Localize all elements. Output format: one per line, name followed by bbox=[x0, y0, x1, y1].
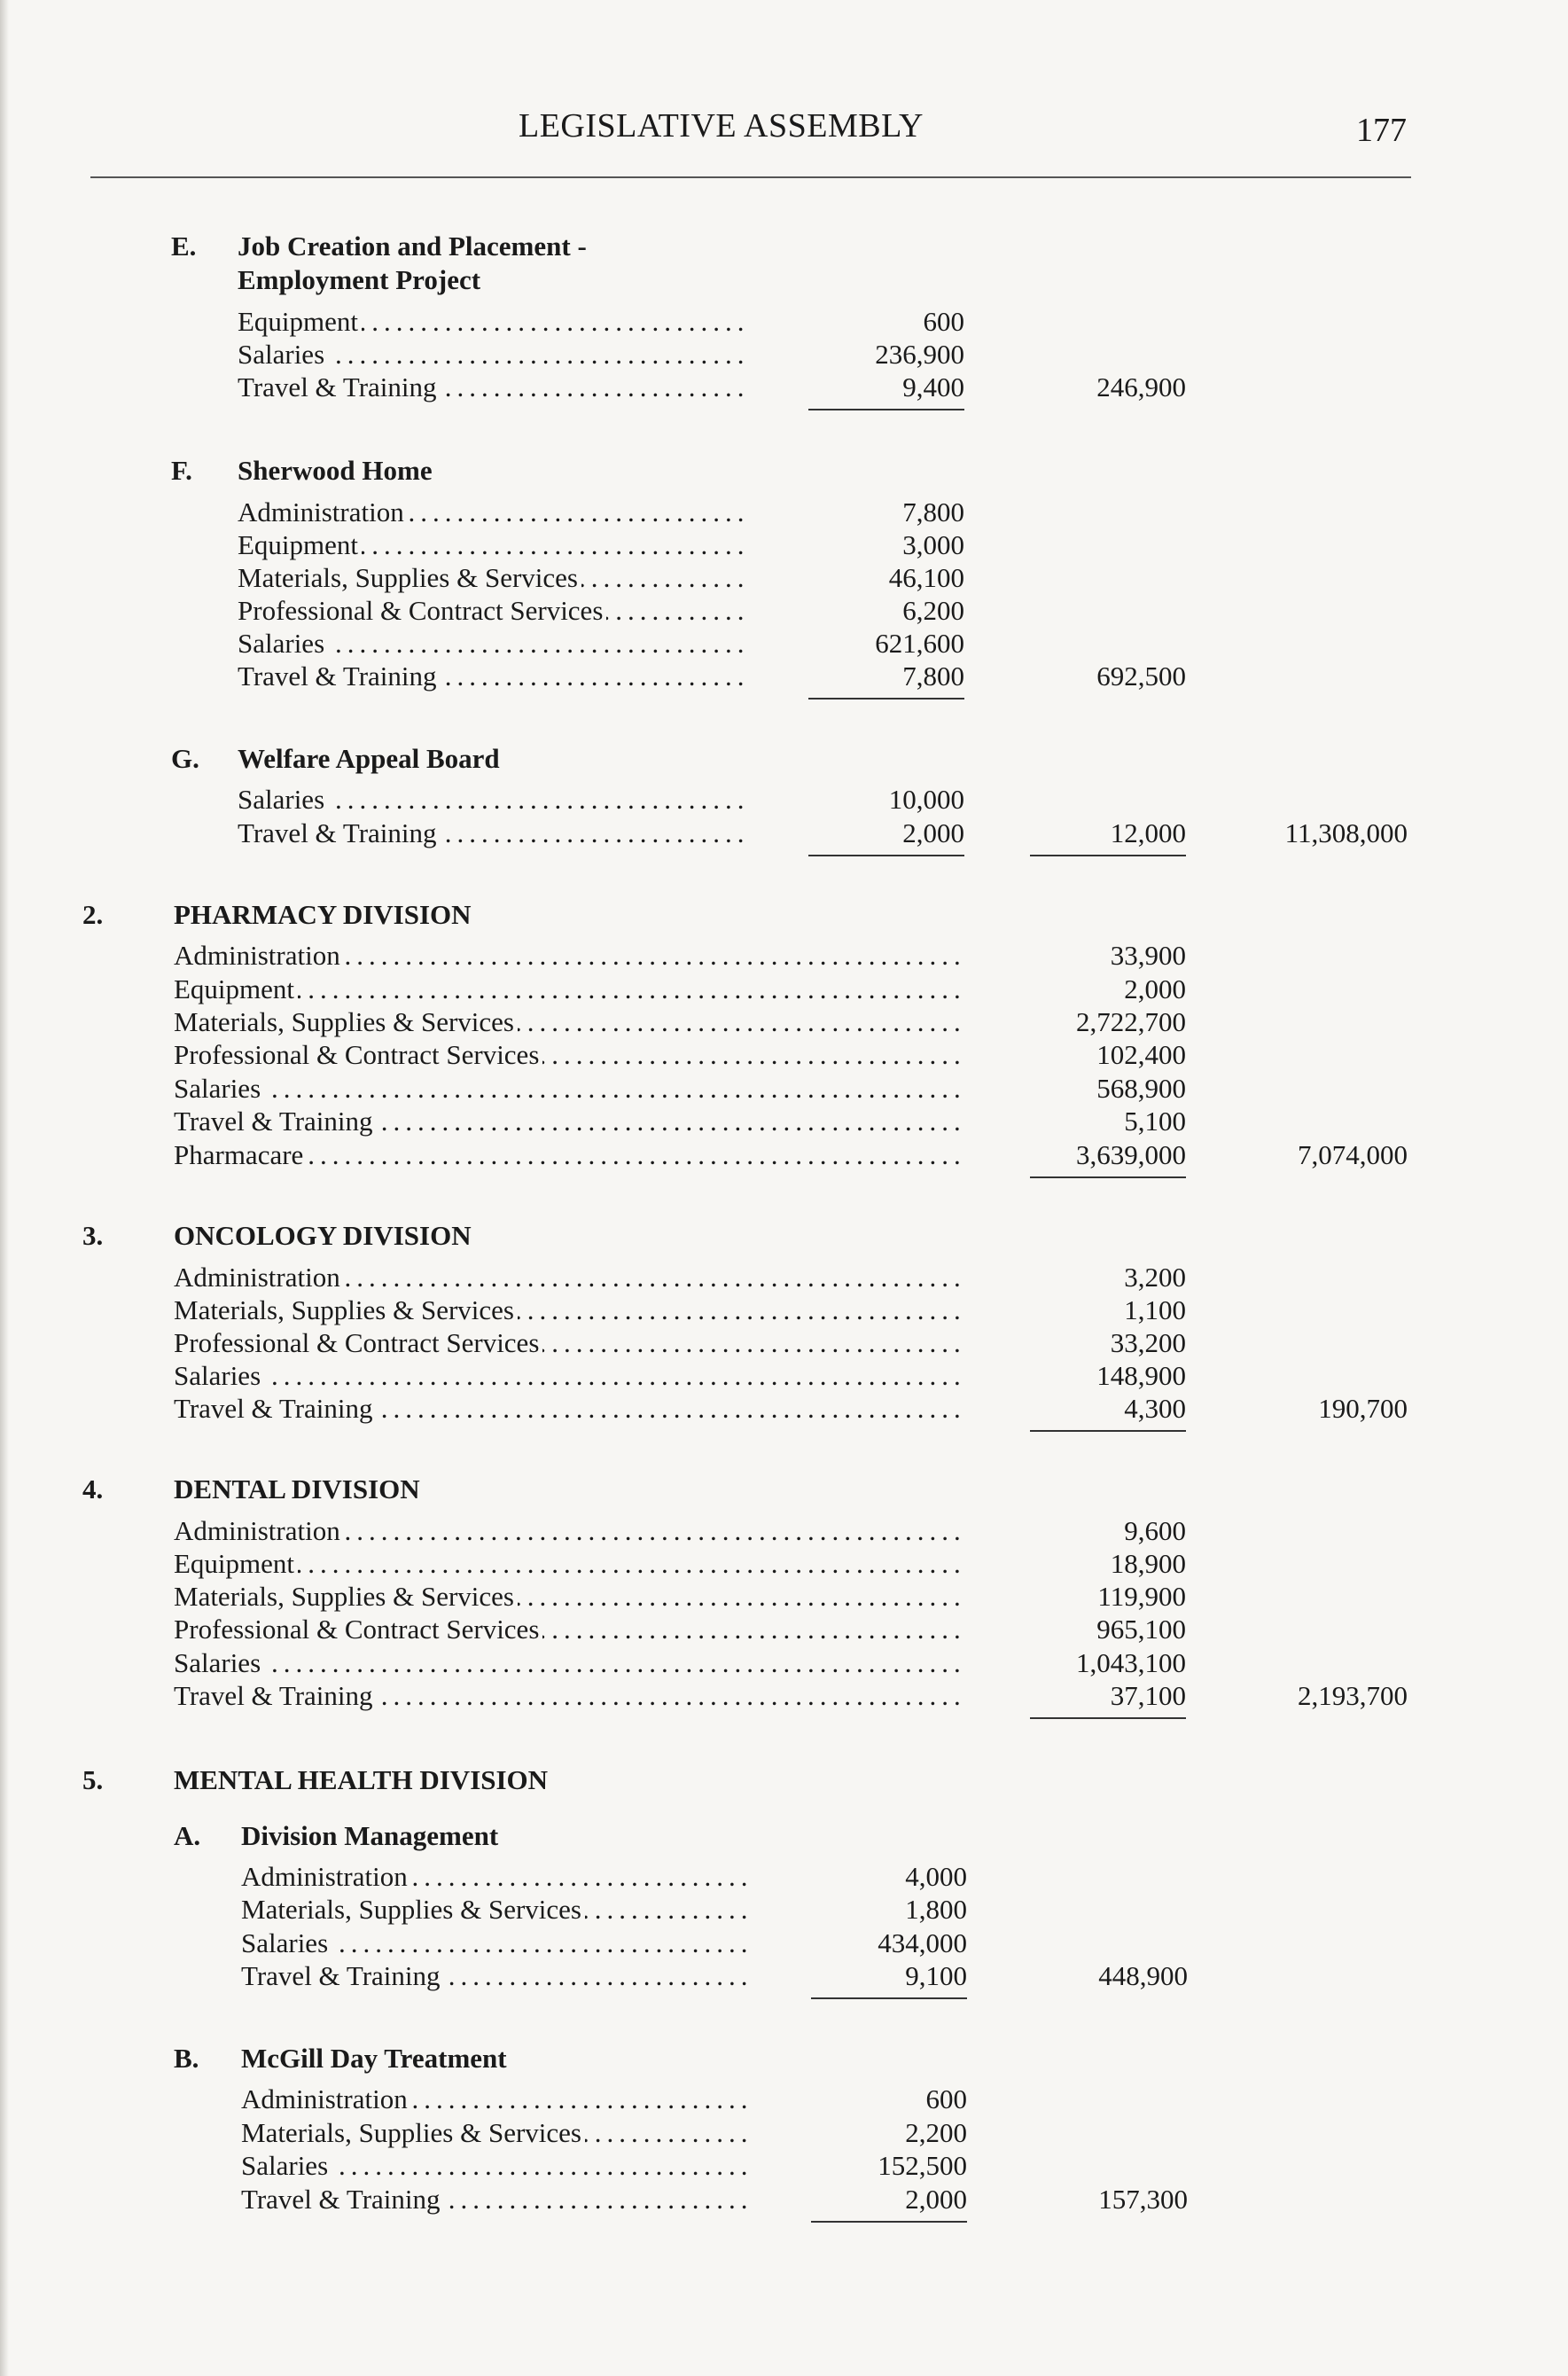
line-item-amount: 600 bbox=[925, 2083, 967, 2114]
division-total: 2,193,700 bbox=[1298, 1680, 1408, 1711]
line-item-amount: 3,200 bbox=[1124, 1262, 1186, 1293]
header-divider bbox=[90, 176, 1411, 178]
line-item-amount: 1,800 bbox=[905, 1894, 967, 1925]
subtotal-rule bbox=[808, 855, 964, 856]
subsection-title: Sherwood Home bbox=[238, 455, 433, 486]
line-item-label: Salaries ..... bbox=[174, 1073, 966, 1105]
line-item-label: Materials, Supplies & Services ..... bbox=[241, 2117, 746, 2149]
line-item-amount: 236,900 bbox=[875, 339, 964, 370]
line-item-label: Administration ..... bbox=[241, 1861, 746, 1893]
page-number: 177 bbox=[1356, 112, 1407, 149]
line-item-label: Pharmacare ..... bbox=[174, 1139, 966, 1171]
total-rule bbox=[1030, 855, 1186, 856]
section-number: 5. bbox=[82, 1764, 104, 1795]
line-item-label: Materials, Supplies & Services ..... bbox=[174, 1294, 966, 1326]
division-total: 11,308,000 bbox=[1284, 817, 1408, 848]
line-item-amount: 3,639,000 bbox=[1076, 1139, 1186, 1170]
line-item-label: Salaries ..... bbox=[174, 1647, 966, 1679]
line-item-label: Equipment ..... bbox=[238, 306, 745, 338]
line-item-amount: 4,000 bbox=[905, 1861, 967, 1892]
subsection-title: Division Management bbox=[241, 1820, 499, 1851]
line-item-amount: 18,900 bbox=[1110, 1548, 1186, 1579]
section-number: 2. bbox=[82, 899, 104, 930]
line-item-label: Equipment ..... bbox=[238, 529, 745, 561]
binding-shadow bbox=[0, 0, 9, 2376]
line-item-label: Equipment ..... bbox=[174, 973, 966, 1005]
line-item-amount: 7,800 bbox=[902, 660, 964, 692]
line-item-label: Travel & Training ..... bbox=[241, 2184, 746, 2216]
line-item-amount: 2,200 bbox=[905, 2117, 967, 2148]
line-item-label: Materials, Supplies & Services ..... bbox=[174, 1006, 966, 1038]
division-total: 190,700 bbox=[1318, 1393, 1408, 1424]
line-item-label: Travel & Training ..... bbox=[238, 660, 745, 692]
line-item-label: Materials, Supplies & Services ..... bbox=[238, 562, 745, 594]
line-item-amount: 37,100 bbox=[1110, 1680, 1186, 1711]
section-number: 4. bbox=[82, 1473, 104, 1505]
line-item-label: Travel & Training ..... bbox=[174, 1393, 966, 1425]
line-item-amount: 148,900 bbox=[1096, 1360, 1186, 1391]
line-item-label: Materials, Supplies & Services ..... bbox=[241, 1894, 746, 1926]
division-total: 7,074,000 bbox=[1298, 1139, 1408, 1170]
line-item-amount: 9,600 bbox=[1124, 1515, 1186, 1546]
line-item-label: Professional & Contract Services ..... bbox=[174, 1039, 966, 1071]
line-item-amount: 33,900 bbox=[1110, 940, 1186, 971]
subsection-subtotal: 157,300 bbox=[1098, 2184, 1188, 2215]
line-item-amount: 152,500 bbox=[878, 2150, 967, 2181]
subsection-subtotal: 246,900 bbox=[1096, 371, 1186, 403]
line-item-amount: 7,800 bbox=[902, 496, 964, 528]
line-item-amount: 9,100 bbox=[905, 1960, 967, 1991]
subtotal-rule bbox=[811, 1997, 967, 1999]
line-item-amount: 568,900 bbox=[1096, 1073, 1186, 1104]
section-number: 3. bbox=[82, 1220, 104, 1251]
subsection-title-line2: Employment Project bbox=[238, 264, 481, 295]
line-item-label: Professional & Contract Services ..... bbox=[238, 595, 745, 627]
subsection-title: McGill Day Treatment bbox=[241, 2043, 507, 2074]
line-item-label: Salaries ..... bbox=[238, 628, 745, 660]
line-item-amount: 1,043,100 bbox=[1076, 1647, 1186, 1678]
line-item-label: Travel & Training ..... bbox=[238, 817, 745, 849]
subsection-letter: F. bbox=[171, 455, 192, 486]
subtotal-rule bbox=[1030, 1717, 1186, 1719]
subsection-letter: B. bbox=[174, 2043, 199, 2074]
section-title: ONCOLOGY DIVISION bbox=[174, 1220, 472, 1251]
line-item-amount: 119,900 bbox=[1097, 1581, 1186, 1612]
subsection-title: Welfare Appeal Board bbox=[238, 743, 500, 774]
subtotal-rule bbox=[808, 698, 964, 700]
page-header-title: LEGISLATIVE ASSEMBLY bbox=[519, 107, 924, 145]
line-item-amount: 2,722,700 bbox=[1076, 1006, 1186, 1037]
line-item-amount: 600 bbox=[923, 306, 964, 337]
line-item-amount: 3,000 bbox=[902, 529, 964, 560]
line-item-amount: 2,000 bbox=[905, 2184, 967, 2215]
line-item-amount: 33,200 bbox=[1110, 1327, 1186, 1358]
line-item-label: Administration ..... bbox=[174, 1262, 966, 1294]
subtotal-rule bbox=[808, 409, 964, 410]
line-item-label: Professional & Contract Services ..... bbox=[174, 1614, 966, 1645]
line-item-amount: 6,200 bbox=[902, 595, 964, 626]
line-item-label: Administration ..... bbox=[174, 940, 966, 972]
line-item-amount: 102,400 bbox=[1096, 1039, 1186, 1070]
subsection-subtotal: 12,000 bbox=[1110, 817, 1186, 848]
line-item-amount: 2,000 bbox=[902, 817, 964, 848]
line-item-amount: 9,400 bbox=[902, 371, 964, 403]
line-item-label: Salaries ..... bbox=[241, 2150, 746, 2182]
subtotal-rule bbox=[1030, 1176, 1186, 1178]
line-item-label: Equipment ..... bbox=[174, 1548, 966, 1580]
line-item-amount: 4,300 bbox=[1124, 1393, 1186, 1424]
line-item-label: Salaries ..... bbox=[241, 1927, 746, 1959]
line-item-amount: 10,000 bbox=[888, 784, 964, 815]
subsection-subtotal: 692,500 bbox=[1096, 660, 1186, 692]
subtotal-rule bbox=[1030, 1430, 1186, 1432]
line-item-amount: 965,100 bbox=[1096, 1614, 1186, 1645]
subsection-subtotal: 448,900 bbox=[1098, 1960, 1188, 1991]
line-item-label: Travel & Training ..... bbox=[238, 371, 745, 403]
line-item-label: Travel & Training ..... bbox=[241, 1960, 746, 1992]
line-item-amount: 1,100 bbox=[1124, 1294, 1186, 1325]
line-item-label: Salaries ..... bbox=[174, 1360, 966, 1392]
line-item-amount: 2,000 bbox=[1124, 973, 1186, 1004]
subsection-letter: E. bbox=[171, 231, 197, 262]
subsection-title: Job Creation and Placement - bbox=[238, 231, 587, 262]
section-title: MENTAL HEALTH DIVISION bbox=[174, 1764, 549, 1795]
line-item-label: Administration ..... bbox=[241, 2083, 746, 2115]
line-item-label: Materials, Supplies & Services ..... bbox=[174, 1581, 966, 1613]
subsection-letter: A. bbox=[174, 1820, 201, 1851]
line-item-label: Travel & Training ..... bbox=[174, 1680, 966, 1712]
line-item-amount: 434,000 bbox=[878, 1927, 967, 1958]
section-title: PHARMACY DIVISION bbox=[174, 899, 472, 930]
line-item-label: Travel & Training ..... bbox=[174, 1106, 966, 1137]
line-item-amount: 5,100 bbox=[1124, 1106, 1186, 1137]
line-item-label: Administration ..... bbox=[174, 1515, 966, 1547]
subsection-letter: G. bbox=[171, 743, 199, 774]
section-title: DENTAL DIVISION bbox=[174, 1473, 420, 1505]
subtotal-rule bbox=[811, 2221, 967, 2223]
line-item-amount: 46,100 bbox=[888, 562, 964, 593]
line-item-label: Administration ..... bbox=[238, 496, 745, 528]
line-item-label: Salaries ..... bbox=[238, 784, 745, 816]
line-item-amount: 621,600 bbox=[875, 628, 964, 659]
line-item-label: Professional & Contract Services ..... bbox=[174, 1327, 966, 1359]
line-item-label: Salaries ..... bbox=[238, 339, 745, 371]
